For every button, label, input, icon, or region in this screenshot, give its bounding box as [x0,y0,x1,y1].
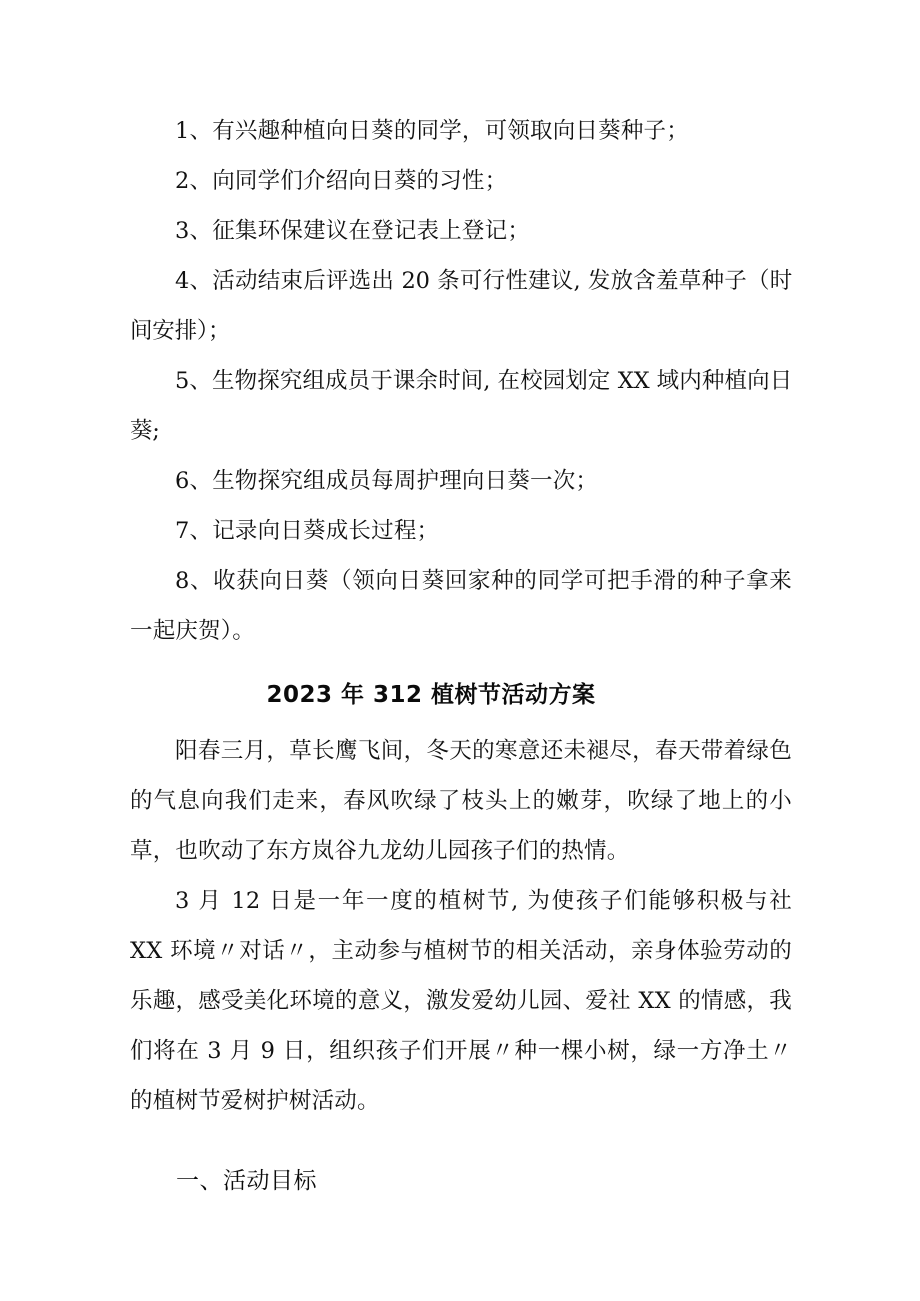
list-item-2: 2、向同学们介绍向日葵的习性； [175,168,508,194]
document-title: 2023 年 312 植树节活动方案 [266,682,596,708]
list-item-4: 4、活动结束后评选出 20 条可行性建议, 发放含羞草种子（时间安排）； [130,268,792,344]
list-item-3: 3、征集环保建议在登记表上登记； [175,218,531,244]
spacer-before-heading [130,656,792,670]
paragraph-1: 阳春三月，草长鹰飞间，冬天的寒意还未褪尽，春天带着绿色的气息向我们走来，春风吹绿了枝头上的嫩芽，吹绿了地上的小草，也吹动了东方岚谷九龙幼儿园孩子们的热情。 [130,738,792,864]
paragraph-2: 3 月 12 日是一年一度的植树节, 为使孩子们能够积极与社 XX 环境〃对话〃，主动参与植树节的相关活动，亲身体验劳动的乐趣，感受美化环境的意义，激发爱幼儿园、爱社 XX 的情感，我们将在 3 月 9 日，组织孩子们开展〃种一棵小树，绿一方净土〃的植树节爱树护树活动。 [130,888,792,1114]
spacer-before-section [130,1126,792,1156]
document-content [130,106,792,1206]
list-item-6: 6、生物探究组成员每周护理向日葵一次； [175,468,599,494]
list-item-5: 5、生物探究组成员于课余时间, 在校园划定 XX 域内种植向日葵; [130,368,792,444]
list-item-7: 7、记录向日葵成长过程； [175,518,440,544]
list-item-8: 8、收获向日葵（领向日葵回家种的同学可把手滑的种子拿来一起庆贺）。 [130,568,792,644]
section-heading-activity-goals: 一、活动目标 [176,1168,317,1194]
list-item-1: 1、有兴趣种植向日葵的同学，可领取向日葵种子； [175,118,689,144]
